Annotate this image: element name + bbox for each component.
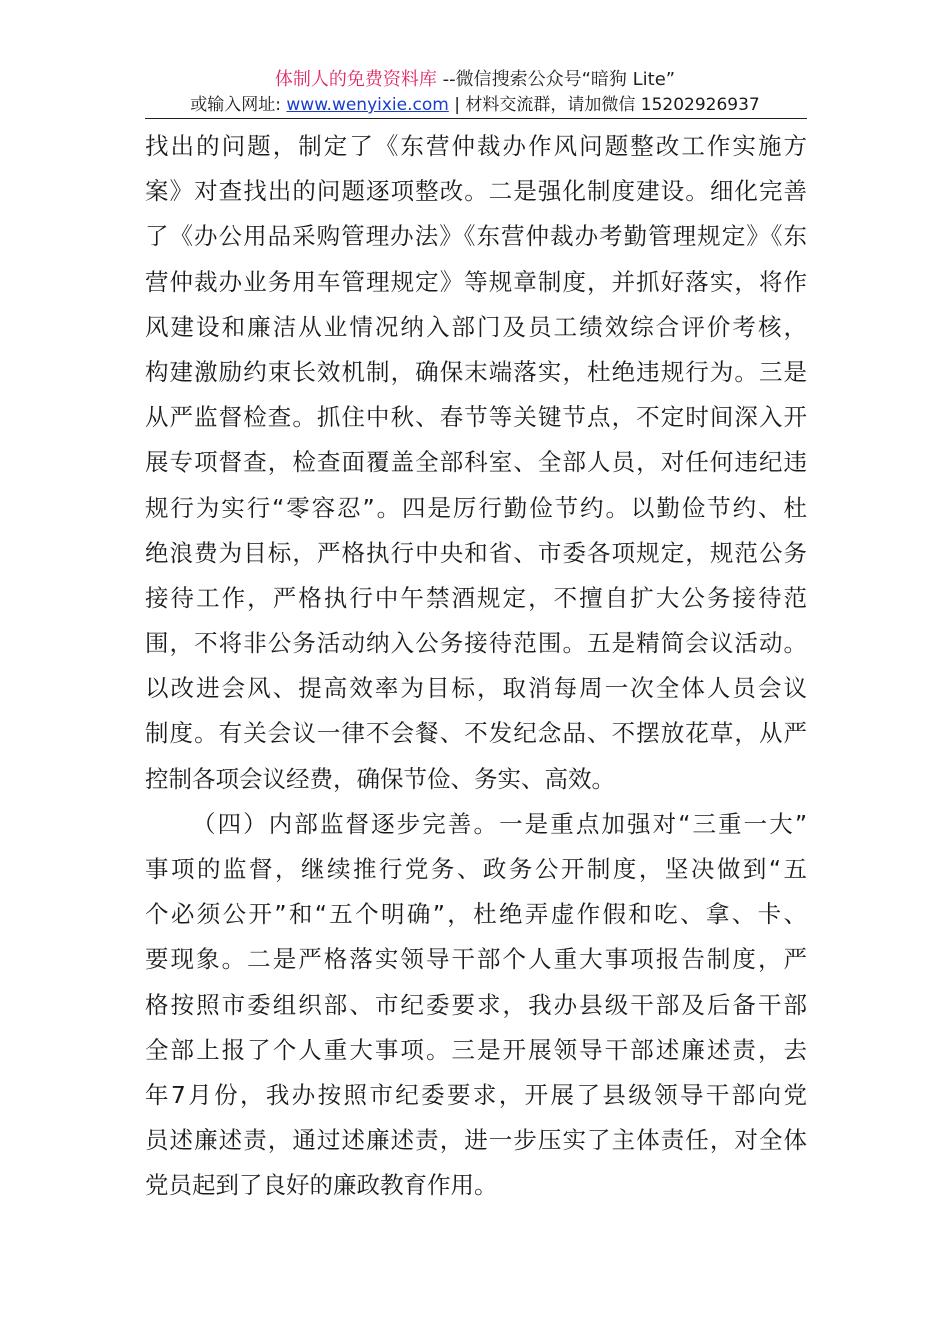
body-line: 控制各项会议经费，确保节俭、务实、高效。 xyxy=(145,764,615,793)
wechat-search-text: --微信搜索公众号“暗狗 Lite” xyxy=(436,69,676,90)
body-line: 构建激励约束长效机制，确保末端落实，杜绝违规行为。三是 xyxy=(145,357,807,386)
header-contact-line xyxy=(0,94,950,116)
body-line: 找出的问题，制定了《东营仲裁办作风问题整改工作实施方 xyxy=(145,132,807,160)
body-line: 绝浪费为目标，严格执行中央和省、市委各项规定，规范公务 xyxy=(145,538,807,567)
body-line: 展专项督查，检查面覆盖全部科室、全部人员，对任何违纪违 xyxy=(145,448,807,477)
header-divider xyxy=(145,118,807,119)
document-body xyxy=(145,124,807,1209)
website-link[interactable]: www.wenyixie.com xyxy=(286,95,449,115)
body-line: 制度。有关会议一律不会餐、不发纪念品、不摆放花草，从严 xyxy=(145,719,807,748)
body-line: 个必须公开”和“五个明确”，杜绝弄虚作假和吃、拿、卡、 xyxy=(145,900,807,929)
body-line: 员述廉述责，通过述廉述责，进一步压实了主体责任，对全体 xyxy=(145,1126,807,1155)
url-prefix: 或输入网址: xyxy=(190,95,287,115)
body-line: 接待工作，严格执行中午禁酒规定，不擅自扩大公务接待范 xyxy=(145,583,807,612)
body-line: 规行为实行“零容忍”。四是厉行勤俭节约。以勤俭节约、杜 xyxy=(145,493,807,522)
page-header xyxy=(0,68,950,116)
header-title-line xyxy=(0,68,950,92)
body-line: 全部上报了个人重大事项。三是开展领导干部述廉述责，去 xyxy=(145,1035,807,1064)
body-line: 围，不将非公务活动纳入公务接待范围。五是精简会议活动。 xyxy=(145,629,807,658)
section-heading-line: （四）内部监督逐步完善。一是重点加强对“三重一大” xyxy=(192,809,807,838)
body-line: 事项的监督，继续推行党务、政务公开制度，坚决做到“五 xyxy=(145,855,807,883)
body-line: 从严监督检查。抓住中秋、春节等关键节点，不定时间深入开 xyxy=(145,403,807,432)
contact-info: | 材料交流群，请加微信 15202926937 xyxy=(448,95,760,115)
body-line: 了《办公用品采购管理办法》《东营仲裁办考勤管理规定》《东 xyxy=(145,222,807,251)
body-line: 党员起到了良好的廉政教育作用。 xyxy=(145,1171,498,1200)
body-line: 风建设和廉洁从业情况纳入部门及员工绩效综合评价考核， xyxy=(145,312,807,341)
brand-title: 体制人的免费资料库 xyxy=(274,69,437,90)
body-line: 以改进会风、提高效率为目标，取消每周一次全体人员会议 xyxy=(145,674,807,703)
body-line: 案》对查找出的问题逐项整改。二是强化制度建设。细化完善 xyxy=(145,177,807,206)
body-line: 格按照市委组织部、市纪委要求，我办县级干部及后备干部 xyxy=(145,990,807,1019)
body-line: 要现象。二是严格落实领导干部个人重大事项报告制度，严 xyxy=(145,945,807,974)
body-line: 营仲裁办业务用车管理规定》等规章制度，并抓好落实，将作 xyxy=(145,267,807,296)
body-line: 年7月份，我办按照市纪委要求，开展了县级领导干部向党 xyxy=(145,1080,807,1109)
